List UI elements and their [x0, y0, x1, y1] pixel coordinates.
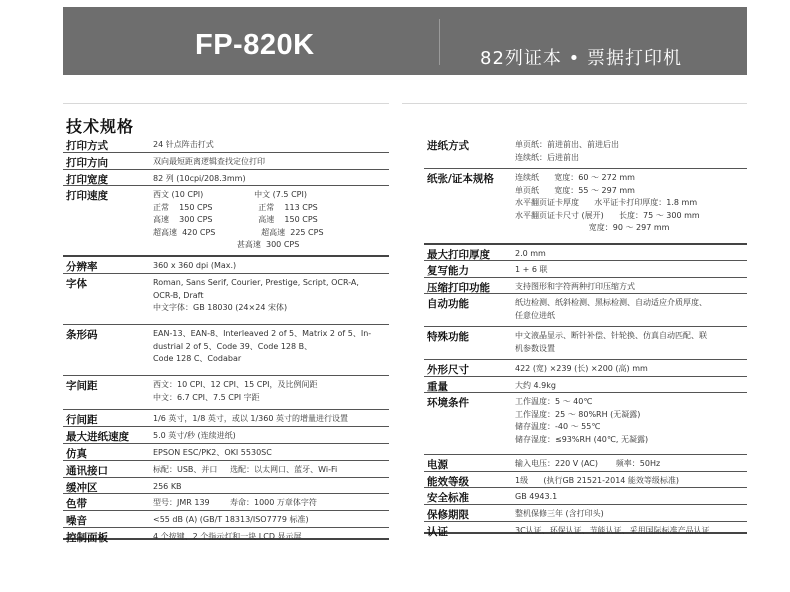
spec-value-line: OCR-B, Draft	[153, 290, 204, 300]
spec-row	[63, 325, 389, 376]
spec-value-line: 纸边检测、纸斜检测、黑标检测、自动适应介质厚度、	[515, 298, 707, 307]
spec-value-line: 储存湿度：≤93%RH (40℃, 无凝露)	[515, 434, 649, 444]
spec-value-line: 超高速 420 CPS 超高速 225 CPS	[153, 227, 324, 237]
spec-label: 控制面板	[66, 532, 108, 544]
spec-value	[153, 481, 182, 494]
product-subtitle: 82列证本 • 票据打印机	[480, 48, 682, 69]
spec-row	[63, 170, 389, 186]
spec-value-line: 工作温度：5 ～ 40℃	[515, 397, 593, 406]
spec-table-left	[63, 136, 389, 544]
spec-value-line: 西文：10 CPI、12 CPI、15 CPI，及比例间距	[153, 380, 318, 389]
spec-value	[515, 248, 546, 261]
spec-value-line: Roman, Sans Serif, Courier, Prestige, Script, OCR-A,	[153, 278, 359, 287]
spec-value-line: dustrial 2 of 5、Code 39、Code 128 B、	[153, 341, 313, 351]
spec-label: 重量	[427, 381, 448, 393]
spec-value	[153, 156, 265, 169]
spec-row	[63, 478, 389, 494]
spec-row	[63, 444, 389, 461]
banner-divider	[439, 19, 440, 65]
spec-value-line: 高速 300 CPS 高速 150 CPS	[153, 215, 318, 224]
spec-value-line: EPSON ESC/PK2、OKI 5530SC	[153, 448, 272, 457]
spec-label: 电源	[427, 459, 448, 471]
spec-value-line: 正常 150 CPS 正常 113 CPS	[153, 202, 318, 212]
spec-value-line: 大约 4.9kg	[515, 381, 556, 390]
spec-value	[515, 396, 648, 446]
spec-value	[153, 260, 236, 273]
spec-row	[424, 245, 747, 261]
spec-row	[63, 153, 389, 170]
spec-value	[515, 458, 660, 471]
spec-value-line: 水平翻页证卡厚度 水平证卡打印厚度：1.8 mm	[515, 198, 698, 207]
spec-value-line: 任意位进纸	[515, 310, 555, 320]
spec-row	[424, 393, 747, 455]
spec-value-line: 西文 (10 CPI) 中文 (7.5 CPI)	[153, 190, 307, 199]
spec-value-line: 5.0 英寸/秒 (连续进纸)	[153, 431, 236, 440]
spec-value	[515, 330, 707, 355]
spec-value	[153, 464, 337, 477]
spec-value	[153, 379, 317, 404]
spec-row	[424, 136, 747, 169]
spec-row	[424, 522, 747, 538]
spec-label: 最大打印厚度	[427, 249, 490, 261]
spec-value-line: 支持图形和字符两种打印压缩方式	[515, 282, 635, 291]
spec-value	[515, 475, 679, 488]
spec-label: 分辨率	[66, 261, 98, 273]
spec-value	[515, 297, 707, 322]
spec-label: 自动功能	[427, 298, 469, 310]
spec-value	[153, 139, 214, 152]
spec-value-line: 储存温度：-40 ～ 55℃	[515, 422, 601, 431]
spec-row	[424, 278, 747, 294]
spec-value	[515, 139, 619, 164]
spec-value	[153, 497, 317, 510]
spec-label: 缓冲区	[66, 482, 98, 494]
spec-label: 进纸方式	[427, 140, 469, 152]
spec-value-line: 中文液晶显示、断针补偿、针轮换、仿真自动匹配、联	[515, 331, 707, 340]
spec-row	[424, 377, 747, 393]
spec-label: 字体	[66, 278, 87, 290]
spec-row	[424, 294, 747, 327]
spec-label: 压缩打印功能	[427, 282, 490, 294]
spec-label: 外形尺寸	[427, 364, 469, 376]
spec-row	[63, 461, 389, 478]
spec-label: 特殊功能	[427, 331, 469, 343]
spec-value-line: 宽度：90 ～ 297 mm	[515, 223, 670, 232]
spec-value-line: 双向最短距离逻辑查找定位打印	[153, 157, 265, 166]
spec-value-line: EAN-13、EAN-8、Interleaved 2 of 5、Matrix 2 of 5、In-	[153, 329, 372, 338]
spec-value-line: <55 dB (A) (GB/T 18313/ISO7779 标准)	[153, 515, 309, 524]
spec-value-line: 标配：USB、并口 选配：以太网口、蓝牙、Wi-Fi	[153, 465, 338, 474]
spec-row	[63, 257, 389, 274]
spec-value-line: 型号：JMR 139 寿命：1000 万章体字符	[153, 498, 317, 507]
spec-row	[63, 136, 389, 153]
spec-value-line: 1/6 英寸，1/8 英寸，或以 1/360 英寸的增量进行设置	[153, 414, 348, 423]
spec-value-line: 水平翻页证卡尺寸 (展开) 长度：75 ～ 300 mm	[515, 210, 700, 220]
spec-label: 环境条件	[427, 397, 469, 409]
spec-value-line: 中文：6.7 CPI、7.5 CPI 字距	[153, 392, 260, 402]
spec-row	[424, 505, 747, 522]
spec-value-line: 256 KB	[153, 482, 182, 491]
spec-label: 行间距	[66, 414, 98, 426]
spec-label: 打印方向	[66, 157, 108, 169]
spec-label: 保修期限	[427, 509, 469, 521]
spec-row	[424, 327, 747, 360]
spec-value-line: 连续纸：后进前出	[515, 152, 579, 162]
spec-label: 打印速度	[66, 190, 108, 202]
spec-value-line: 1级 (执行GB 21521-2014 能效等级标准)	[515, 476, 680, 485]
spec-label: 字间距	[66, 380, 98, 392]
spec-row	[63, 528, 389, 544]
spec-value	[515, 491, 557, 504]
spec-row	[63, 427, 389, 444]
spec-value-line: 输入电压：220 V (AC) 频率：50Hz	[515, 459, 661, 468]
spec-value	[153, 447, 272, 460]
spec-row	[63, 410, 389, 427]
spec-value-line: 单页纸 宽度：55 ～ 297 mm	[515, 185, 635, 195]
top-rule-right	[402, 103, 747, 104]
model-name: FP-820K	[195, 29, 315, 61]
spec-label: 打印宽度	[66, 174, 108, 186]
spec-value	[153, 328, 371, 366]
spec-row	[63, 186, 389, 257]
spec-value	[515, 508, 604, 521]
spec-label: 噪音	[66, 515, 87, 527]
spec-value-line: 甚高速 300 CPS	[153, 240, 300, 249]
section-title: 技术规格	[66, 117, 135, 136]
spec-label: 打印方式	[66, 140, 108, 152]
spec-value-line: 360 x 360 dpi (Max.)	[153, 261, 237, 270]
spec-value	[153, 277, 359, 315]
spec-label: 安全标准	[427, 492, 469, 504]
spec-label: 复写能力	[427, 265, 469, 277]
spec-row	[424, 261, 747, 278]
spec-value	[153, 413, 348, 426]
spec-value	[515, 281, 635, 294]
spec-value-line: 连续纸 宽度：60 ～ 272 mm	[515, 173, 635, 182]
spec-row	[424, 472, 747, 488]
spec-value-line: GB 4943.1	[515, 492, 558, 501]
spec-value	[515, 172, 700, 235]
spec-row	[424, 455, 747, 472]
spec-value	[153, 514, 309, 527]
spec-value	[153, 173, 246, 186]
spec-value-line: 422 (宽) ×239 (长) ×200 (高) mm	[515, 364, 648, 373]
spec-value-line: 机参数设置	[515, 343, 555, 353]
spec-row	[63, 494, 389, 511]
spec-row	[424, 360, 747, 377]
spec-value-line: 整机保修三年 (含打印头)	[515, 509, 604, 518]
spec-value-line: 1 + 6 联	[515, 265, 548, 274]
spec-row	[424, 488, 747, 505]
spec-value-line: 中文字体：GB 18030 (24×24 宋体)	[153, 303, 288, 312]
spec-value-line: Code 128 C、Codabar	[153, 354, 242, 363]
spec-label: 通讯接口	[66, 465, 108, 477]
spec-label: 能效等级	[427, 476, 469, 488]
spec-value-line: 2.0 mm	[515, 249, 546, 258]
spec-label: 认证	[427, 526, 448, 538]
spec-value	[515, 380, 556, 393]
spec-label: 条形码	[66, 329, 98, 341]
spec-value	[515, 264, 548, 277]
spec-row	[63, 274, 389, 325]
spec-value	[153, 189, 324, 252]
spec-value-line: 3C认证、环保认证、节能认证、采用国际标准产品认证	[515, 526, 710, 535]
spec-label: 最大进纸速度	[66, 431, 129, 443]
spec-value	[153, 531, 302, 544]
spec-label: 色带	[66, 498, 87, 510]
top-rule-left	[63, 103, 389, 104]
spec-value-line: 工作湿度：25 ～ 80%RH (无凝露)	[515, 409, 641, 419]
spec-row	[424, 169, 747, 245]
spec-table-right	[424, 136, 747, 540]
spec-row	[63, 376, 389, 410]
spec-value	[515, 525, 710, 538]
spec-label: 纸张/证本规格	[427, 173, 494, 185]
spec-value-line: 4 个按键、2 个指示灯和一块 LCD 显示屏	[153, 532, 302, 541]
spec-value-line: 82 列 (10cpi/208.3mm)	[153, 174, 246, 183]
header-banner	[63, 7, 747, 75]
spec-value-line: 单页纸：前进前出、前进后出	[515, 140, 619, 149]
spec-value	[515, 363, 648, 376]
spec-row	[63, 511, 389, 528]
spec-label: 仿真	[66, 448, 87, 460]
spec-value	[153, 430, 236, 443]
spec-value-line: 24 针点阵击打式	[153, 140, 214, 149]
